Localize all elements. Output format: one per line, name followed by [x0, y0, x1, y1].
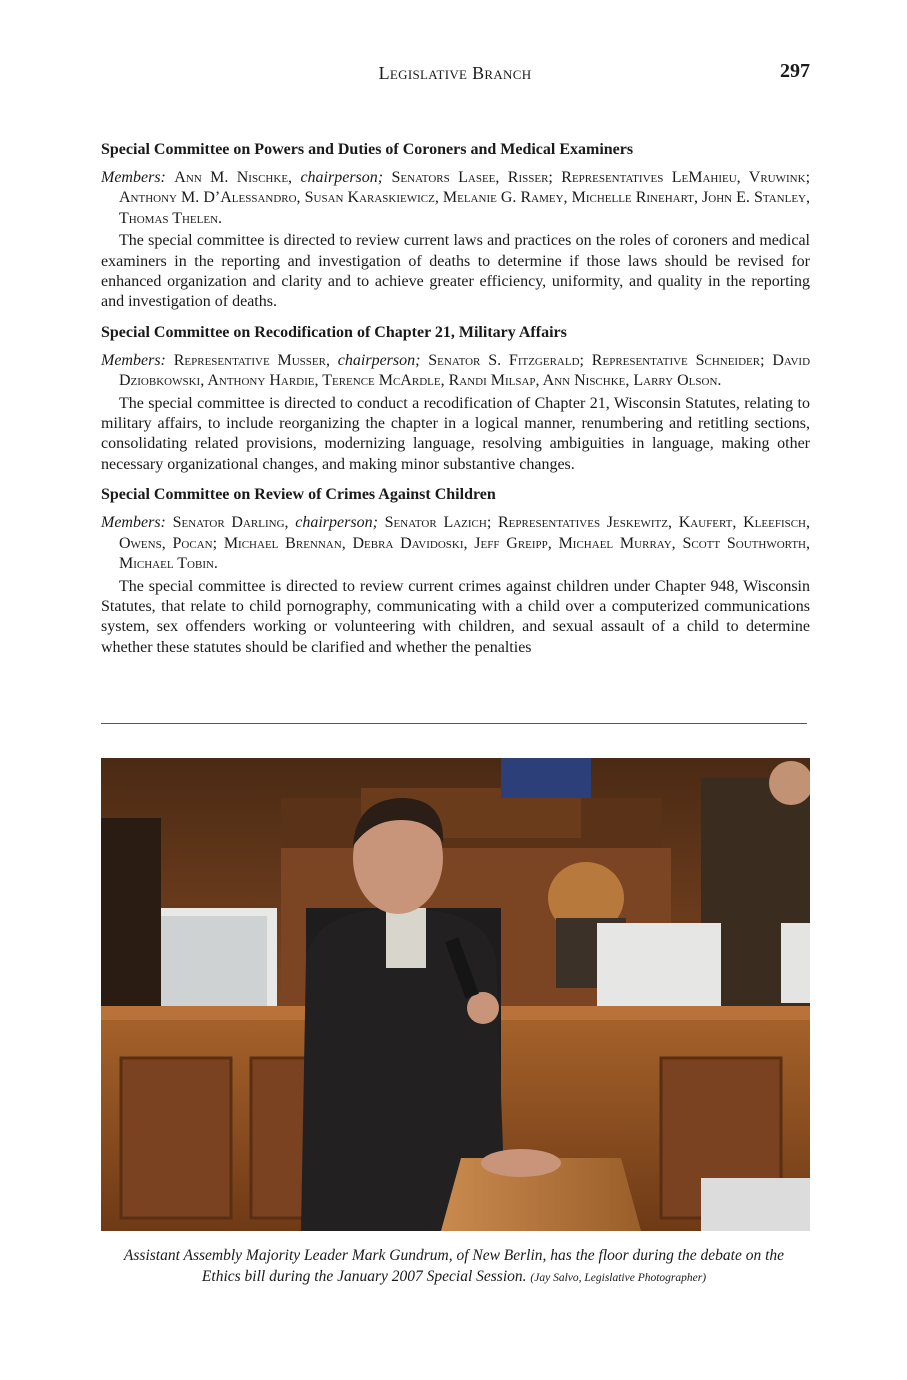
members-label: Members:	[101, 351, 166, 369]
members-names: Senators Lasee, Risser; Representatives LeMahieu, Vruwink; Anthony M. D’Alessandro, Susan Karaskiewicz, Melanie G. Ramey, Michelle Rinehart, John E. Stanley, Thomas Thelen.	[119, 169, 811, 227]
running-header-title: Legislative Branch	[378, 63, 532, 83]
photo-credit: (Jay Salvo, Legislative Photographer)	[530, 1272, 707, 1284]
members-label: Members:	[101, 169, 166, 186]
caption-text: Assistant Assembly Majority Leader Mark Gundrum, of New Berlin, has the floor during the debate on the Ethics bill during the January 2007 Special Session.	[123, 1247, 785, 1285]
committee-section-coroners	[101, 140, 810, 313]
committee-section-crimes-children	[101, 485, 810, 658]
section-divider	[101, 723, 807, 724]
section-description: The special committee is directed to conduct a recodification of Chapter 21, Wisconsin Statutes, relating to military affairs, to include reorganizing the chapter in a logical manner, renumbering and retitling sections, consolidating related provisions, modernizing language, resolving ambiguities in language, making other necessary organizational changes, and making minor substantive changes.	[101, 394, 810, 473]
chair-name: Representative Musser,	[173, 351, 338, 369]
members-names: Senator Lazich; Representatives Jeskewitz, Kaufert, Kleefisch, Owens, Pocan; Michael Brennan, Debra Davidoski, Jeff Greipp, Michael Murray, Scott Southworth, Michael Tobin.	[119, 514, 811, 573]
committee-section-military	[101, 323, 810, 475]
chairperson-label: chairperson;	[337, 351, 421, 369]
chairperson-label: chairperson;	[295, 514, 378, 532]
section-heading: Special Committee on Recodification of Chapter 21, Military Affairs	[101, 323, 567, 341]
members-names: Senator S. Fitzgerald; Representative Schneider; David Dziobkowski, Anthony Hardie, Terence McArdle, Randi Milsap, Ann Nischke, Larry Olson.	[119, 351, 811, 390]
section-description: The special committee is directed to review current crimes against children under Chapter 948, Wisconsin Statutes, that relate to child pornography, communicating with a child over a computerized communications system, sex offenders working or volunteering with children, and sexual assault of a child to determine whether these statutes should be clarified and whether the penalties	[101, 577, 810, 656]
members-list	[101, 168, 810, 229]
members-list	[101, 513, 810, 574]
members-label: Members:	[101, 514, 166, 532]
members-list	[101, 351, 810, 392]
chairperson-label: chairperson;	[300, 169, 384, 186]
main-text	[101, 140, 810, 662]
running-header	[100, 60, 810, 86]
chair-name: Senator Darling,	[172, 514, 296, 532]
chamber-photo	[101, 758, 810, 1231]
photo-caption	[104, 1245, 804, 1289]
section-description: The special committee is directed to review current laws and practices on the roles of coroners and medical examiners in the reporting and investigation of deaths to determine if those laws should be revised for enhanced organization and clarity and to achieve greater efficiency, uniformity, and quality in the reporting and investigation of deaths.	[101, 232, 810, 311]
section-heading: Special Committee on Powers and Duties of Coroners and Medical Examiners	[101, 141, 634, 158]
chair-name: Ann M. Nischke,	[174, 169, 301, 186]
section-heading: Special Committee on Review of Crimes Against Children	[101, 486, 496, 504]
page-number: 297	[780, 60, 810, 82]
